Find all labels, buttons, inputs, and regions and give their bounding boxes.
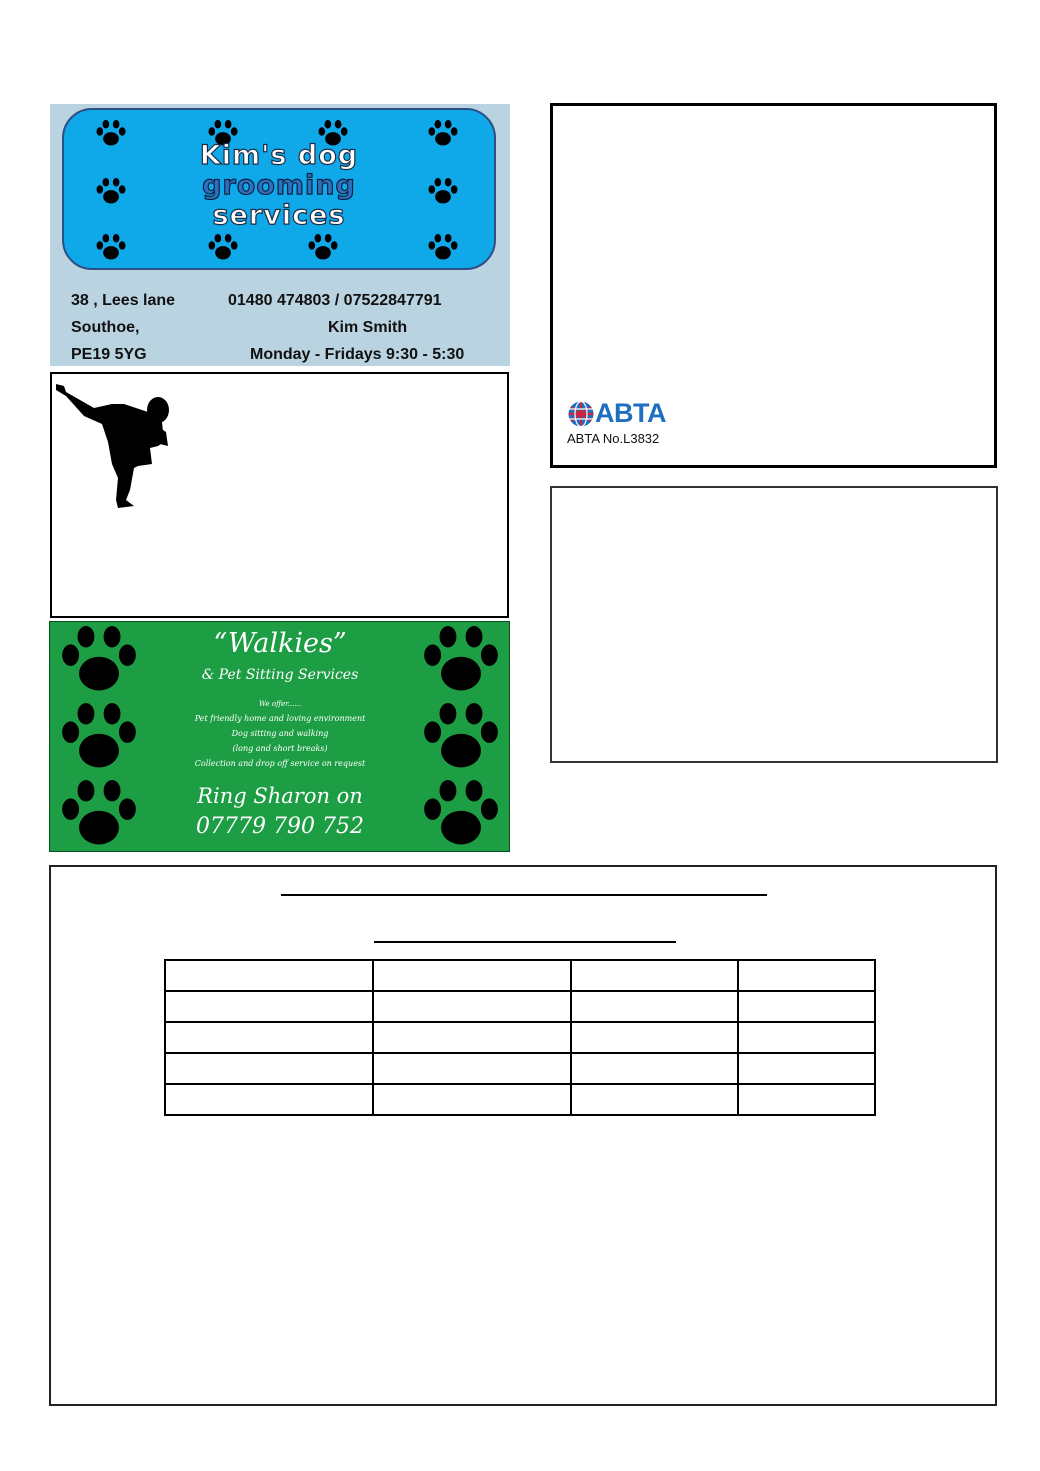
table-cell xyxy=(373,1053,571,1084)
paw-print-icon xyxy=(60,703,138,769)
table-cell xyxy=(738,960,875,991)
paw-print-icon xyxy=(206,234,240,260)
table-row xyxy=(165,1084,875,1115)
subheading-rule xyxy=(374,941,676,943)
table-cell xyxy=(571,1084,738,1115)
heading-rule xyxy=(281,894,767,896)
karate-kick-silhouette-icon xyxy=(54,382,174,510)
walkies-call-line: Ring Sharon on xyxy=(197,784,363,808)
table-row xyxy=(165,960,875,991)
table-cell xyxy=(373,1022,571,1053)
walkies-advert xyxy=(49,621,510,852)
paw-print-icon xyxy=(426,234,460,260)
table-cell xyxy=(571,1022,738,1053)
walkies-offer-line2: Dog sitting and walking xyxy=(231,729,329,738)
abta-number: ABTA No.L3832 xyxy=(567,431,660,446)
paw-print-icon xyxy=(94,234,128,260)
grooming-address-line3: PE19 5YG xyxy=(71,346,147,363)
walkies-phone: 07779 790 752 xyxy=(196,814,364,839)
paw-print-icon xyxy=(306,234,340,260)
paw-print-icon xyxy=(60,626,138,692)
walkies-offer-line1: Pet friendly home and loving environment xyxy=(194,714,366,723)
table-cell xyxy=(571,1053,738,1084)
table-cell xyxy=(165,1084,373,1115)
results-table xyxy=(164,959,876,1116)
grooming-address-line1: 38 , Lees lane xyxy=(71,292,176,309)
table-cell xyxy=(165,960,373,991)
grooming-title-line1: Kim's dog xyxy=(199,140,359,171)
abta-logo xyxy=(567,398,666,429)
table-row xyxy=(165,991,875,1022)
table-row xyxy=(165,1022,875,1053)
table-cell xyxy=(165,991,373,1022)
grooming-title-line2: grooming xyxy=(202,170,356,201)
paw-print-icon xyxy=(422,780,500,846)
globe-icon xyxy=(567,400,595,428)
walkies-offer-line3: (long and short breaks) xyxy=(232,744,328,753)
table-row xyxy=(165,1053,875,1084)
table-cell xyxy=(738,1022,875,1053)
table-cell xyxy=(738,991,875,1022)
grooming-title-line3: services xyxy=(212,200,346,231)
grooming-address-line2: Southoe, xyxy=(71,319,140,336)
blank-advert xyxy=(550,486,998,763)
table-cell xyxy=(165,1022,373,1053)
grooming-advert xyxy=(50,104,510,366)
grooming-title-panel xyxy=(62,108,496,270)
abta-logo-text: ABTA xyxy=(595,398,666,428)
karate-advert xyxy=(50,372,509,618)
bottom-panel xyxy=(49,865,997,1406)
table-cell xyxy=(738,1053,875,1084)
walkies-title: “Walkies” xyxy=(213,628,347,659)
grooming-phone: 01480 474803 / 07522847791 xyxy=(228,292,442,309)
paw-print-icon xyxy=(422,703,500,769)
table-cell xyxy=(571,960,738,991)
table-cell xyxy=(373,1084,571,1115)
grooming-hours: Monday - Fridays 9:30 - 5:30 xyxy=(250,346,465,363)
paw-print-icon xyxy=(422,626,500,692)
table-cell xyxy=(571,991,738,1022)
grooming-contact-name: Kim Smith xyxy=(328,319,408,336)
walkies-offer-intro: We offer...... xyxy=(258,700,302,708)
paw-print-icon xyxy=(60,780,138,846)
table-cell xyxy=(373,960,571,991)
travel-advert xyxy=(550,103,997,468)
walkies-offer-line4: Collection and drop off service on request xyxy=(194,759,366,768)
table-cell xyxy=(738,1084,875,1115)
table-cell xyxy=(165,1053,373,1084)
table-cell xyxy=(373,991,571,1022)
walkies-subtitle: & Pet Sitting Services xyxy=(201,667,359,683)
